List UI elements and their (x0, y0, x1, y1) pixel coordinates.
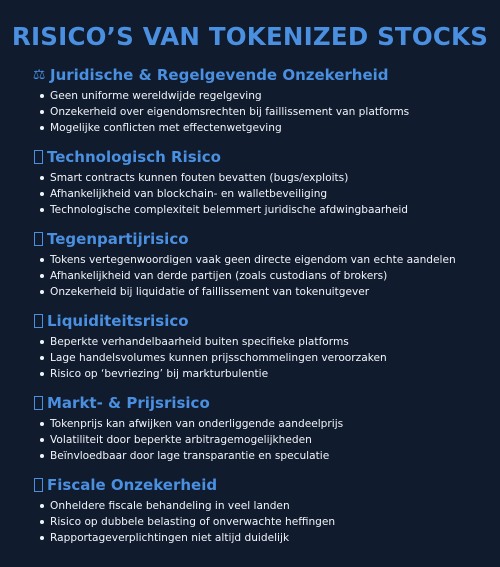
bullet-item (40, 334, 492, 350)
bullet-list (32, 498, 492, 546)
bullet-dot-icon (40, 258, 44, 262)
bullet-item (40, 448, 492, 464)
bullet-text: Mogelijke conflicten met effectenwetgeving (50, 122, 282, 134)
bullet-item (40, 366, 492, 382)
bullet-item (40, 268, 492, 284)
section-header (32, 310, 492, 332)
bullet-dot-icon (40, 340, 44, 344)
bullet-item (40, 432, 492, 448)
bullet-dot-icon (40, 504, 44, 508)
section-title: Markt- & Prijsrisico (47, 394, 210, 412)
bullet-text: Onheldere fiscale behandeling in veel landen (50, 500, 290, 512)
section-title: Fiscale Onzekerheid (47, 476, 218, 494)
bullet-text: Tokenprijs kan afwijken van onderliggende aandeelprijs (50, 418, 344, 430)
bullet-text: Afhankelijkheid van derde partijen (zoals custodians of brokers) (50, 270, 388, 282)
bullet-dot-icon (40, 274, 44, 278)
bullet-text: Lage handelsvolumes kunnen prijsschommelingen veroorzaken (50, 352, 387, 364)
bullet-item (40, 104, 492, 120)
bullet-item (40, 416, 492, 432)
bullet-dot-icon (40, 520, 44, 524)
bullet-dot-icon (40, 110, 44, 114)
section-title: Technologisch Risico (47, 148, 221, 166)
section-header (32, 146, 492, 168)
bullet-dot-icon (40, 372, 44, 376)
bullet-dot-icon (40, 176, 44, 180)
bullet-dot-icon (40, 454, 44, 458)
bullet-dot-icon (40, 208, 44, 212)
bullet-list (32, 88, 492, 136)
bullet-item (40, 186, 492, 202)
bullet-text: Afhankelijkheid van blockchain- en walletbeveiliging (50, 188, 328, 200)
bullet-dot-icon (40, 94, 44, 98)
risk-section (32, 146, 492, 218)
bullet-text: Technologische complexiteit belemmert juridische afdwingbaarheid (50, 204, 409, 216)
bullet-text: Geen uniforme wereldwijde regelgeving (50, 90, 262, 102)
missing-glyph-icon (34, 478, 43, 492)
scales-icon: ⚖ (32, 67, 46, 83)
bullet-text: Onzekerheid bij liquidatie of faillissement van tokenuitgever (50, 286, 370, 298)
risk-sections (32, 64, 492, 556)
bullet-text: Risico op dubbele belasting of onverwachte heffingen (50, 516, 336, 528)
bullet-item (40, 530, 492, 546)
bullet-item (40, 202, 492, 218)
risk-section (32, 310, 492, 382)
bullet-dot-icon (40, 290, 44, 294)
section-header (32, 228, 492, 250)
bullet-text: Tokens vertegenwoordigen vaak geen directe eigendom van echte aandelen (50, 254, 456, 266)
bullet-item (40, 170, 492, 186)
section-header (32, 64, 492, 86)
section-title: Tegenpartijrisico (47, 230, 189, 248)
section-title: Juridische & Regelgevende Onzekerheid (50, 66, 389, 84)
bullet-text: Volatiliteit door beperkte arbitragemogelijkheden (50, 434, 312, 446)
risk-section (32, 392, 492, 464)
bullet-dot-icon (40, 126, 44, 130)
bullet-item (40, 350, 492, 366)
bullet-list (32, 252, 492, 300)
bullet-dot-icon (40, 438, 44, 442)
section-title: Liquiditeitsrisico (47, 312, 189, 330)
risk-section (32, 64, 492, 136)
risk-section (32, 474, 492, 546)
bullet-item (40, 284, 492, 300)
missing-glyph-icon (34, 232, 43, 246)
bullet-text: Beïnvloedbaar door lage transparantie en speculatie (50, 450, 330, 462)
bullet-dot-icon (40, 356, 44, 360)
bullet-text: Beperkte verhandelbaarheid buiten specifieke platforms (50, 336, 349, 348)
bullet-text: Rapportageverplichtingen niet altijd duidelijk (50, 532, 290, 544)
bullet-list (32, 334, 492, 382)
bullet-text: Smart contracts kunnen fouten bevatten (bugs/exploits) (50, 172, 349, 184)
page-title: RISICO’S VAN TOKENIZED STOCKS (11, 22, 489, 51)
bullet-dot-icon (40, 192, 44, 196)
risk-section (32, 228, 492, 300)
bullet-item (40, 498, 492, 514)
section-header (32, 392, 492, 414)
section-header (32, 474, 492, 496)
bullet-dot-icon (40, 422, 44, 426)
bullet-list (32, 416, 492, 464)
bullet-text: Risico op ‘bevriezing’ bij markturbulentie (50, 368, 269, 380)
bullet-text: Onzekerheid over eigendomsrechten bij faillissement van platforms (50, 106, 410, 118)
missing-glyph-icon (34, 150, 43, 164)
bullet-item (40, 514, 492, 530)
bullet-item (40, 120, 492, 136)
bullet-list (32, 170, 492, 218)
bullet-item (40, 252, 492, 268)
missing-glyph-icon (34, 314, 43, 328)
missing-glyph-icon (34, 396, 43, 410)
bullet-item (40, 88, 492, 104)
bullet-dot-icon (40, 536, 44, 540)
